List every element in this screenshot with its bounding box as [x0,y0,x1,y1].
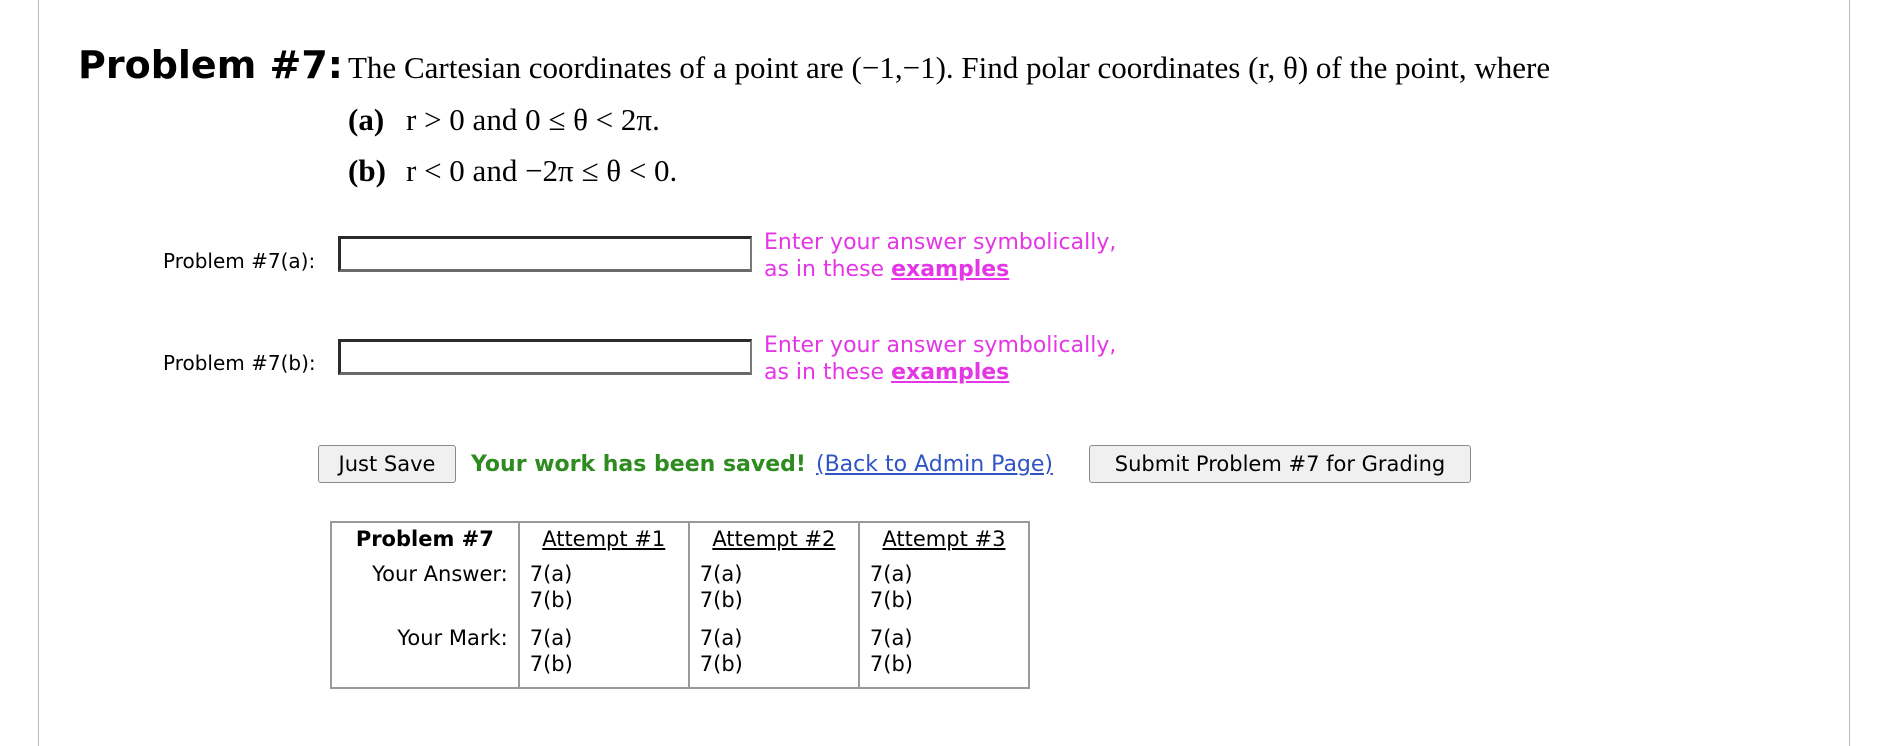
attempt-3-mark-b: 7(b) [869,651,913,676]
attempt-3-mark-a: 7(a) [869,625,913,650]
attempt-3-answer-a: 7(a) [869,562,913,586]
answer-a-hint-line2 [764,256,1116,283]
attempt-2-answer-b: 7(b) [699,588,743,612]
answer-row-label: Your Answer: [372,562,508,586]
submit-for-grading-button[interactable]: Submit Problem #7 for Grading [1089,445,1471,483]
part-a [348,98,660,142]
part-b [348,149,677,193]
attempt-1-answer-b: 7(b) [529,588,573,612]
attempt-1-mark-cell [519,623,689,688]
problem-statement: The Cartesian coordinates of a point are (−1,−1). Find polar coordinates (r, θ) of the point, where [348,50,1551,85]
attempts-header-row [331,522,1029,559]
mark-row [331,623,1029,688]
answer-a-input[interactable] [338,236,752,272]
attempts-corner-label: Problem #7 [355,527,494,551]
part-b-label: (b) [348,153,386,188]
examples-link-a[interactable]: examples [891,257,1010,282]
attempt-3-header: Attempt #3 [859,522,1029,559]
page-border-right [1849,0,1850,746]
attempt-2-header: Attempt #2 [689,522,859,559]
answer-a-hint-prefix: as in these [764,257,892,282]
attempt-1-mark-b: 7(b) [529,651,573,676]
attempt-2-answer-a: 7(a) [699,562,743,586]
answer-b-hint-prefix: as in these [764,360,892,385]
answer-b-input[interactable] [338,339,752,375]
saved-message: Your work has been saved! [471,452,806,477]
mark-row-label: Your Mark: [397,625,508,650]
examples-link-b[interactable]: examples [891,360,1010,385]
answer-b-hint-line2 [764,359,1116,386]
part-a-condition: r > 0 and 0 ≤ θ < 2π. [406,102,660,137]
attempt-1-header: Attempt #1 [519,522,689,559]
attempt-1-answer-a: 7(a) [529,562,573,586]
attempt-1-answer-cell [519,559,689,623]
problem-heading: Problem #7: [78,43,343,87]
attempt-2-mark-a: 7(a) [699,625,743,650]
answer-row [331,559,1029,623]
answer-a-hint [764,229,1116,283]
just-save-button[interactable]: Just Save [318,445,456,483]
attempt-2-answer-cell [689,559,859,623]
attempt-2-mark-cell [689,623,859,688]
attempt-3-mark-cell [859,623,1029,688]
attempts-table [330,521,1030,689]
attempt-3-answer-b: 7(b) [869,588,913,612]
back-to-admin-link[interactable]: (Back to Admin Page) [816,452,1054,477]
attempt-2-mark-b: 7(b) [699,651,743,676]
part-a-label: (a) [348,102,385,137]
answer-b-label: Problem #7(b): [163,351,316,375]
page-border-left [38,0,39,746]
answer-a-label: Problem #7(a): [163,249,316,273]
attempt-1-mark-a: 7(a) [529,625,573,650]
part-b-condition: r < 0 and −2π ≤ θ < 0. [406,153,678,188]
answer-a-hint-line1: Enter your answer symbolically, [764,230,1117,255]
attempt-3-answer-cell [859,559,1029,623]
answer-b-hint-line1: Enter your answer symbolically, [764,333,1117,358]
answer-b-hint [764,332,1116,386]
